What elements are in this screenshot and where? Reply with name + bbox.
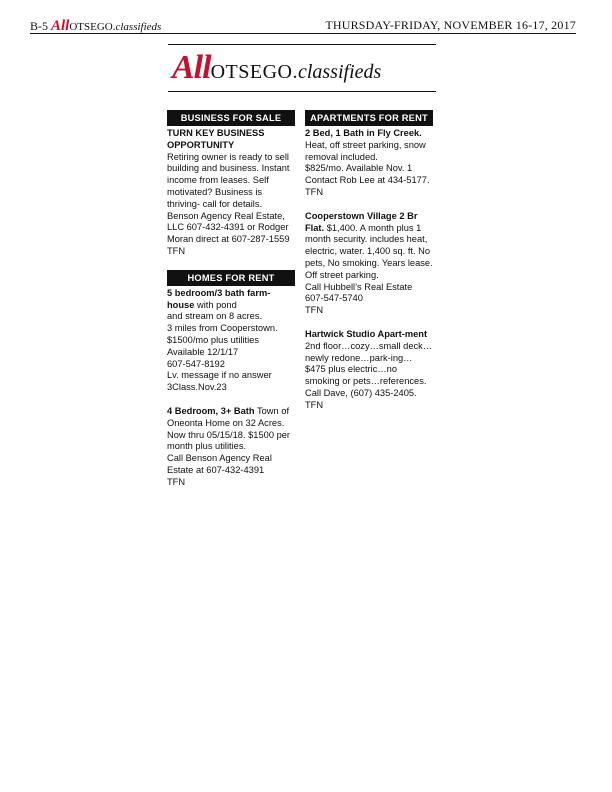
issue-date: THURSDAY-FRIDAY, NOVEMBER 16-17, 2017 xyxy=(325,18,576,32)
ad-line: Lv. message if no answer xyxy=(167,370,272,381)
ad-body: Town of Oneonta Home on 32 Acres. Now thru 05/15/18. $1500 per month plus utilities. xyxy=(167,405,291,452)
banner-classifieds: classifieds xyxy=(297,61,382,83)
classified-ad xyxy=(167,406,295,489)
ad-line: Call Hubbell’s Real Estate xyxy=(305,281,413,292)
ad-line: 3 miles from Cooperstown. xyxy=(167,323,278,334)
banner-otsego: OTSEGO. xyxy=(210,61,298,83)
ad-tag: TFN xyxy=(167,245,186,256)
section-heading-business: BUSINESS FOR SALE xyxy=(167,110,295,126)
banner-top-rule xyxy=(168,44,436,45)
spacer xyxy=(305,199,433,211)
classified-ad xyxy=(167,288,295,394)
spacer xyxy=(305,317,433,329)
header-brand-otsego: OTSEGO. xyxy=(69,21,116,33)
ad-body: 2nd floor…cozy…small deck…newly redone…park-ing…$475 plus electric…no smoking or pets…references. xyxy=(305,340,433,387)
banner-logo xyxy=(172,49,381,87)
header-rule xyxy=(30,33,576,34)
ad-line: 607-547-5740 xyxy=(305,293,363,304)
column-right xyxy=(305,110,433,412)
section-heading-homes: HOMES FOR RENT xyxy=(167,270,295,286)
header-brand-classifieds: classifieds xyxy=(115,21,162,33)
ad-line: Contact Rob Lee at 434-5177. xyxy=(305,175,430,186)
ad-line: $825/mo. Available Nov. 1 xyxy=(305,163,413,174)
banner-all: All xyxy=(172,49,211,86)
section-heading-apartments: APARTMENTS FOR RENT xyxy=(305,110,433,126)
ad-body: Retiring owner is ready to sell building and business. Instant income from leases. Self motivated? Business is thriving- call for details. Benson Agency Real Estate, LLC 607-432-4391 or Rodger Moran direct at 607-287-1559 xyxy=(167,151,290,245)
ad-body: with pond xyxy=(194,299,237,310)
ad-title: Hartwick Studio Apart-ment xyxy=(305,328,428,339)
ad-line: TFN xyxy=(167,476,186,487)
ad-line: and stream on 8 acres. xyxy=(167,311,263,322)
ad-line: Call Benson Agency Real Estate at 607-432-4391 xyxy=(167,453,272,475)
spacer xyxy=(167,258,295,270)
ad-line: TFN xyxy=(305,399,324,410)
page-header xyxy=(30,18,576,34)
banner-bottom-rule xyxy=(168,91,436,92)
column-left xyxy=(167,110,295,489)
ad-body: $1,400. A month plus 1 month security. includes heat, electric, water. 1,400 sq. ft. No pets, No smoking. Years lease. Off street parking. xyxy=(305,222,433,280)
ad-body: Heat, off street parking, snow removal included. xyxy=(305,139,426,162)
ad-title: Cooperstown Village 2 Br Flat. xyxy=(305,210,418,233)
classified-ad xyxy=(305,128,433,199)
ad-line: TFN xyxy=(305,186,324,197)
header-brand-all: All xyxy=(51,18,70,34)
spacer xyxy=(167,394,295,406)
page-number: B-5 xyxy=(30,19,48,33)
ad-title: 4 Bedroom, 3+ Bath xyxy=(167,405,255,416)
ad-title: 5 bedroom/3 bath farm-house xyxy=(167,287,271,310)
section-banner xyxy=(168,44,436,92)
classified-ad xyxy=(305,211,433,317)
classified-ad xyxy=(305,329,433,412)
classified-ad xyxy=(167,128,295,258)
ad-line: Call Dave, (607) 435-2405. xyxy=(305,387,417,398)
ad-line: $1500/mo plus utilities xyxy=(167,334,259,345)
ad-title: 2 Bed, 1 Bath in Fly Creek. xyxy=(305,128,422,138)
ad-line: TFN xyxy=(305,305,324,316)
ad-line: 3Class.Nov.23 xyxy=(167,382,227,393)
ad-line: 607-547-8192 xyxy=(167,358,225,369)
ad-title: TURN KEY BUSINESS OPPORTUNITY xyxy=(167,128,265,150)
ad-line: Available 12/1/17 xyxy=(167,346,239,357)
